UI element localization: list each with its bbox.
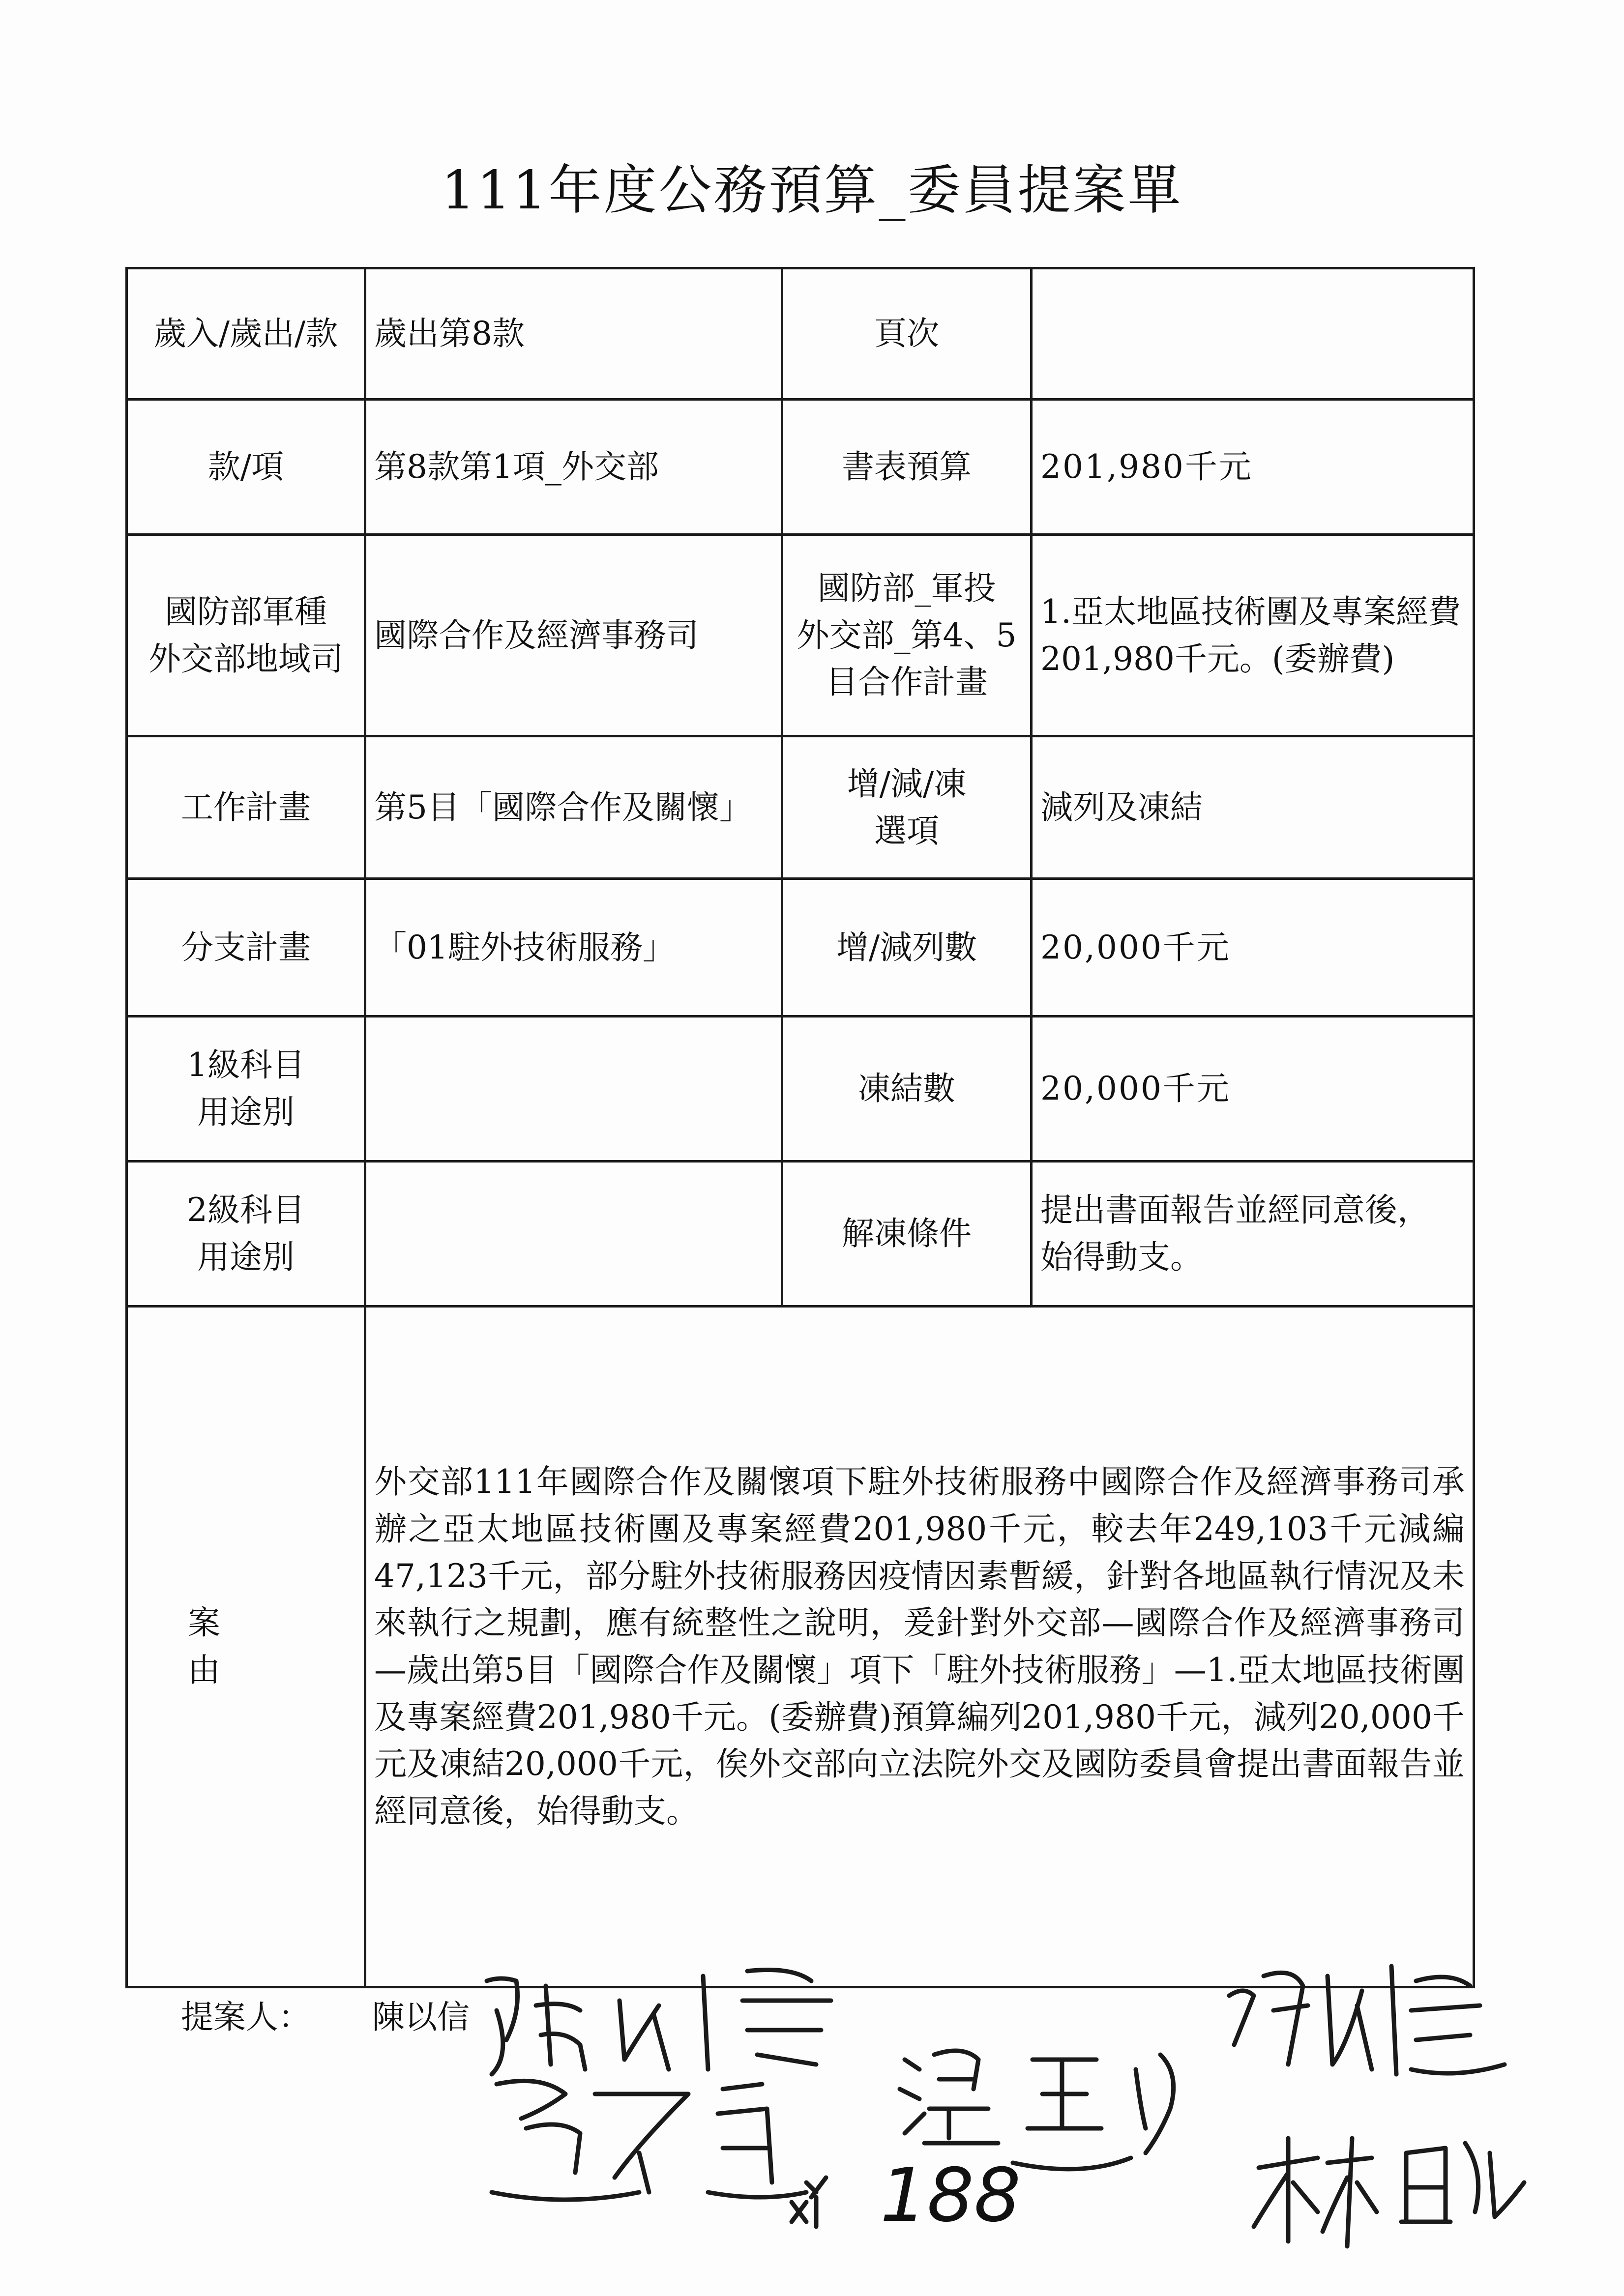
value-adjust-amount: 20,000千元 (1032, 879, 1474, 1017)
value-unfreeze-condition-line1: 提出書面報告並經同意後， (1040, 1191, 1430, 1229)
label-freeze-amount: 凍結數 (782, 1017, 1032, 1162)
value-unfreeze-condition-line2: 始得動支。 (1040, 1238, 1203, 1276)
signature-5 (1254, 2138, 1524, 2246)
label-department-line2: 外交部地域司 (148, 639, 343, 678)
handwritten-page-number: 188 (880, 2153, 1021, 2238)
label-case: 案由 (127, 1307, 365, 1987)
label-adjust-option-line2: 選項 (874, 812, 939, 850)
label-cooperation-plan-line3: 目合作計畫 (826, 663, 988, 701)
value-cooperation-plan (1032, 535, 1474, 736)
form-row-category (127, 268, 1474, 400)
label-level2-subject (127, 1162, 365, 1307)
label-section: 款/項 (127, 400, 365, 535)
value-department: 國際合作及經濟事務司 (365, 535, 782, 736)
value-level1-subject (365, 1017, 782, 1162)
label-cooperation-plan (782, 535, 1032, 736)
value-section: 第8款第1項_外交部 (365, 400, 782, 535)
form-row-level1-subject (127, 1017, 1474, 1162)
label-level1-subject-line2: 用途別 (197, 1093, 295, 1131)
value-unfreeze-condition (1032, 1162, 1474, 1307)
label-department (127, 535, 365, 736)
value-freeze-amount: 20,000千元 (1032, 1017, 1474, 1162)
label-department-line1: 國防部軍種 (165, 592, 327, 631)
form-row-branch-plan (127, 879, 1474, 1017)
form-row-level2-subject (127, 1162, 1474, 1307)
label-level2-subject-line2: 用途別 (197, 1238, 295, 1276)
value-work-plan: 第5目「國際合作及關懷」 (365, 736, 782, 879)
value-page (1032, 268, 1474, 400)
label-level1-subject-line1: 1級科目 (187, 1046, 305, 1084)
value-adjust-option: 減列及凍結 (1032, 736, 1474, 879)
form-row-work-plan (127, 736, 1474, 879)
signature-2 (492, 2081, 826, 2200)
label-level1-subject (127, 1017, 365, 1162)
value-budget: 201,980千元 (1032, 400, 1474, 535)
signature-4 (1229, 1966, 1505, 2074)
label-cooperation-plan-line1: 國防部_軍投 (817, 569, 996, 607)
value-case-text: 外交部111年國際合作及關懷項下駐外技術服務中國際合作及經濟事務司承辦之亞太地區技術團及專案經費201,980千元，較去年249,103千元減編47,123千元，部分駐外技術服務因疫情因素暫緩，針對各地區執行情況及未來執行之規劃，應有統整性之說明，爰針對外交部—國際合作及經濟事務司—歲出第5目「國際合作及關懷」項下「駐外技術服務」—1.亞太地區技術團及專案經費201,980千元。(委辦費)預算編列201,980千元，減列20,000千元及凍結20,000千元，俟外交部向立法院外交及國防委員會提出書面報告並經同意後，始得動支。 (365, 1307, 1474, 1987)
signature-1 (487, 1970, 831, 2075)
form-row-section (127, 400, 1474, 535)
label-adjust-option (782, 736, 1032, 879)
label-adjust-option-line1: 增/減/凍 (847, 764, 967, 803)
label-unfreeze-condition: 解凍條件 (782, 1162, 1032, 1307)
value-level2-subject (365, 1162, 782, 1307)
label-branch-plan: 分支計畫 (127, 879, 365, 1017)
value-category: 歲出第8款 (365, 268, 782, 400)
signature-3 (900, 2051, 1174, 2169)
form-row-department (127, 535, 1474, 736)
value-branch-plan: 「01駐外技術服務」 (365, 879, 782, 1017)
label-page: 頁次 (782, 268, 1032, 400)
label-work-plan: 工作計畫 (127, 736, 365, 879)
proposer-name: 陳以信 (372, 1998, 470, 2036)
value-cooperation-plan-line1: 1.亞太地區技術團及專案經費 (1040, 592, 1461, 631)
label-adjust-amount: 增/減列數 (782, 879, 1032, 1017)
document-title: 111年度公務預算_委員提案單 (441, 160, 1183, 221)
handwritten-signatures (0, 1947, 1624, 2296)
label-cooperation-plan-line2: 外交部_第4、5 (797, 616, 1017, 654)
label-budget: 書表預算 (782, 400, 1032, 535)
value-cooperation-plan-line2: 201,980千元。(委辦費) (1040, 639, 1395, 678)
proposal-form-table (125, 267, 1475, 1988)
proposer-label: 提案人： (181, 1998, 311, 2036)
form-row-case (127, 1307, 1474, 1987)
label-category: 歲入/歲出/款 (127, 268, 365, 400)
label-level2-subject-line1: 2級科目 (187, 1191, 305, 1229)
signature-note-mark (792, 2197, 816, 2227)
